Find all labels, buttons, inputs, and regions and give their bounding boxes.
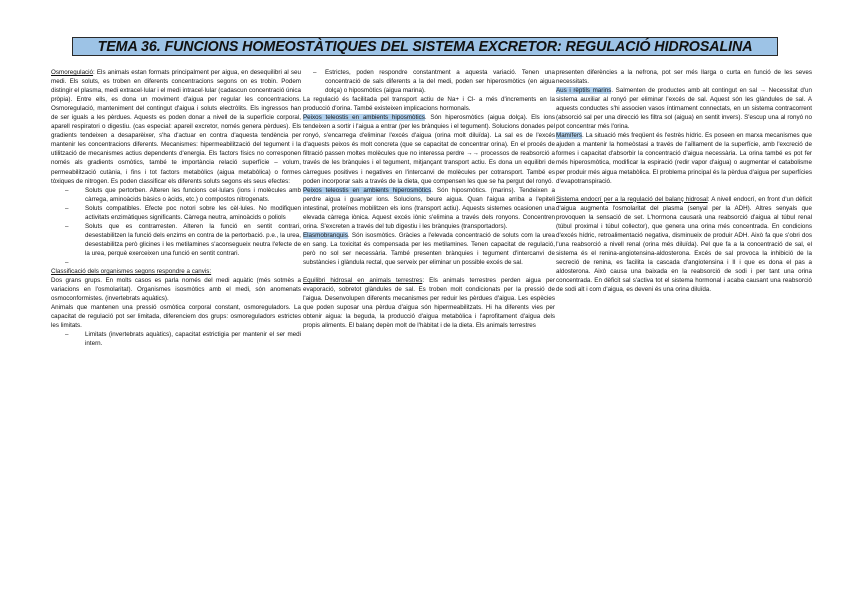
transport-paragraph: La regulació és facilitada pel transport actiu de Na+ i Cl- a més d'increments en la producció d'orina. També existeixen implicacions hormonals.: [303, 96, 555, 113]
list-item: – Soluts que es contrarresten. Alteren la funció en sentit contrari, desestabilitzen la funció dels enzims en contra de la pertorbació. p.e., la urea, desestabilitza però glicines i les metilamines s'aconsegueix neutra l'efecte de la urea, perquè exerceixen una funció en sentit contrari.: [51, 222, 301, 258]
classification-heading: Classificació dels organismes segons respondre a canvis:: [51, 268, 212, 276]
column-middle: [303, 68, 555, 330]
elasmobranch-paragraph: Elasmobranquis. Són isosmòtics. Gràcies a l'elevada concentració de soluts com la urea en sang. La toxicitat és compensada per les metilamines. Tenen capacitat de regulació, però no sol ser necessària. També presenten brànquies i tegument d'intercanvi de substàncies i glàndula rectal, que serveix per eliminar un possible excés de sal.: [303, 231, 555, 266]
endocrine-paragraph: Sistema endocrí per a la regulació del balanç hidrosal: A nivell endocrí, en front d'un dèficit d'aigua augmenta l'osmolaritat del plasma (senyal per la ADH). Altres senyals que provoquen la sensació de set. L'hormona causarà una reabsorció d'aigua al túbul renal (túbul proximal i túbul collector), que genera una orina més concentrada. En condicions d'excés hídric, retroalimentació negativa, disminueix de produir ADH. Això fa que s'obri dos l'una reabsorció a nivell renal (orina més diluïda). Pel que fa a la concentració de sal, el sistema és el renina-angiotensina-aldosterona. Excés de sal provoca la inhibició de la secreció de renina, es facilita la cascada d'angiotensina i II i que es dona el pas a aldosterona. Això causa una baixada en la reabsorció de sodi i per tant una orina concentrada. En dèficit sal s'activa tot el sistema hormonal i acaba causant una reabsorció de sodi alt i com d'aigua, es deveni és una orina diluïda.: [556, 195, 812, 294]
marine-fish-paragraph: Peixos teleostis en ambients hiperosmòtics. Són hiposmòtics. (marins). Tendeixen a perdre aigua i guanyar ions. Solucions, beure aigua. Quan l'aigua arriba a l'epiteli intestinal, proteïnes mobilitzen els ions (transport actiu). Aquests sistemes ocasionen una elevada càrrega iònica. Aquest excés iònic s'elimina a través dels ronyons. Concentren orina. S'excreten a través del tub digestiu i les brànquies (transportadors).: [303, 186, 555, 230]
classification-paragraph: Dos grans grups. En molts casos es parla només del medi aquàtic (més sotmès a variacions en l'osmolaritat). Organismes isosmòtics amb el medi, són anomenats osmoconformistes. (invertebrats aquàtics).: [51, 277, 301, 303]
terrestrial-paragraph: Equilibri hidrosal en animals terrestres: Els animals terrestres perden aigua per evaporació, sobretot glàndules de sal. Es troben molt condicionats per la pressió de l'aigua. Desenvolupen diferents mecanismes per reduir les pèrdues d'aigua. Les espècies que poden suposar una pèrdua d'aigua són hipermeabilitzats. Hi ha diferents vies per obtenir aigua: la beguda, la producció d'aigua metabòlica i l'aprofitament d'aigua dels propis aliments. El balanç depèn molt de l'hàbitat i de la dieta. Els animals terrestres: [303, 277, 555, 330]
elasmobranch-heading: Elasmobranquis: [303, 231, 348, 239]
list-item: – Estrictes, poden respondre constantment a aquesta variació. Tenen una concentració de sals diferents a la del medi, poden ser hiperosmòtics (en aigua dolça) o hiposmòtics (aigua marina).: [303, 68, 555, 95]
osmoregulation-heading: Osmoregulació: [51, 69, 94, 76]
page-title: TEMA 36. FUNCIONS HOMEOSTÀTIQUES DEL SISTEMA EXCRETOR: REGULACIÓ HIDROSALINA: [97, 38, 753, 55]
regulator-list-continued: [303, 68, 555, 95]
nephron-paragraph: presenten diferències a la nefrona, pot ser més llarga o curta en funció de les seves necessitats.: [556, 69, 812, 86]
terrestrial-heading: Equilibri hidrosal en animals terrestres: [303, 277, 423, 285]
classification-paragraph-2: Animals que mantenen una pressió osmòtica corporal constant, osmoreguladors. La capacitat de regulació pot ser limitada, diferenciem dos grups: osmoreguladors estrictes les limitats.: [51, 304, 301, 330]
marine-fish-heading: Peixos teleostis en ambients hiperosmòtics: [303, 186, 432, 194]
spacer: [303, 267, 555, 276]
freshwater-fish-heading: Peixos teleostis en ambients hiposmòtics: [303, 114, 425, 122]
column-right: [556, 68, 812, 294]
column-left: [51, 68, 301, 348]
list-item: – Soluts compatibles. Efecte poc notori sobre les cèl·lules. No modifiquen activitats enzimàtiques significants. Càrrega neutra, aminoàcids o poliols: [51, 204, 301, 222]
marine-birds-heading: Aus i rèptils marins: [556, 87, 612, 95]
freshwater-fish-paragraph: Peixos teleostis en ambients hiposmòtics. Són hiperosmòtics (aigua dolça). Els ions tendeixen a sortir i l'aigua a entrar (per les brànquies i el tegument). Solucions donades pel ronyó, s'encarrega d'eliminar l'excés d'aigua (orina molt diluïda). La sal es de l'excés d'aquests peixos és molt concreta (que se capacitat de concentrar orina). En el procés de filtració passen moltes molècules que no interessa perdre →→ processos de reabsorció a través de les brànquies i el tegument, mitjançant transport actiu. Es dona un equilibri de càrregues positives i negatives en l'intercanvi de molècules per cotransport. També es poden incorporar sals a través de la dieta, que compensen les que se ha pergut del ronyó.: [303, 114, 555, 185]
osmoregulation-paragraph: Osmoregulació: Els animals estan formats principalment per aigua, en desequilibri al seu medi. Els soluts, es troben en diferents concentracions segons on es trobin. Podem distingir el plasma, medi extracel·lular i el medi intracel·lular (cadascun concentració única pròpia). Entre ells, es dona un moviment d'aigua per regular les concentracions. Osmoregulació, manteniment del contingut d'aigua i soluts electròlits. Els ingressos han de ser iguals a les pèrdues. Aquests es poden donar a nivell de la superfície corporal, aparell respiratori o digestiu. (cas especial: apareil excretor, només genera pèrdues). Els gradients tendeixen a desaparèixer, s'ha d'actuar en contra d'aquesta tendència per mantenir les concentracions diferents. Mecanismes: hipermeabilització del tegument i la utilització de mecanismes actius dependents d'energia. Els factors físics no corresponen només als gradients osmòtics, també te importància relació superfície – volum, permeabilització cutània, i fins i tot factors metabòlics (aigua metabòlica) o formes tòxiques de nitrogen. Es poden classificar els diferents soluts segons els seus efectes:: [51, 69, 301, 185]
endocrine-heading: Sistema endocrí per a la regulació del balanç hidrosal: [556, 195, 708, 203]
mammals-heading: Mamífers: [556, 132, 583, 140]
solute-list: [51, 186, 301, 267]
list-item: – Limitats (invertebrats aquàtics), capacitat estrictigia per mantenir el ser medi intern.: [51, 330, 301, 348]
mammals-paragraph: Mamífers. La situació més freqüent és l'estrès hídric. Es poseen en marxa mecanismes que ajuden a mantenir la homeòstasi a través de l'aïllament de la superfície, amb l'excreció de formes i capacitat d'absorbir la concentració d'aigua necessària. La orina també es pot fer més hiperosmòtica, modificar la espiració (redir vapor d'aigua) o augmentar el catabolisme per produir més aigua metabòlica. El problema principal és la pèrdua d'aigua per superfícies d'evapotranspiració.: [556, 132, 812, 185]
spacer: [556, 186, 812, 195]
list-item-empty: [51, 258, 301, 267]
list-item: – Soluts que pertorben. Alteren les funcions cel·lulars (ions i molècules amb càrrega, aminoàcids bàsics o àcids, etc.) o compostos nitrogenats.: [51, 186, 301, 204]
title-banner: [72, 37, 778, 56]
marine-birds-paragraph: Aus i rèptils marins. Salmenten de productes amb alt contingut en sal → Necessitat d'un sistema auxiliar al ronyó per eliminar l'excés de sal. Aquest són les glàndules de sal. A aquests conductes s'hi associen vasos íntimament connectats, en un sistema contracorrent (absorció sal per una direcció les filtra sol (aigua) en sentit invers). S'escup una al ronyó no pot concentrar més l'orina.: [556, 87, 812, 131]
regulator-list: [51, 330, 301, 348]
